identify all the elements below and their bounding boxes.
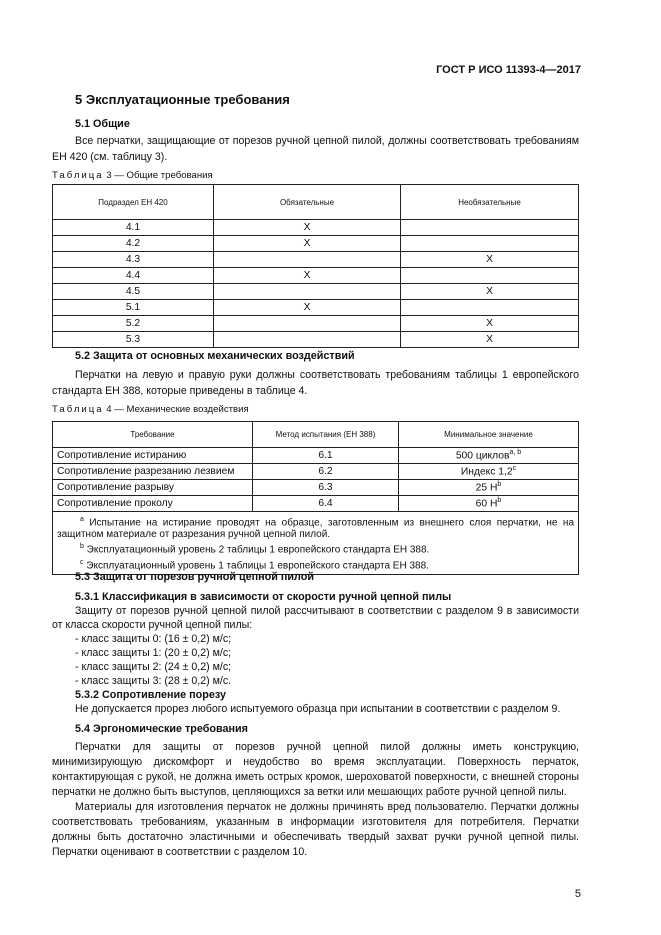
paragraph-5-3-1 <box>52 604 579 632</box>
footnote <box>57 514 574 541</box>
footnotes-row <box>53 512 579 575</box>
table-cell <box>214 284 401 300</box>
footnote <box>57 541 574 556</box>
value-cell <box>399 496 579 512</box>
table-cell: 4.4 <box>53 268 214 284</box>
value-cell <box>399 480 579 496</box>
table-cell: X <box>214 300 401 316</box>
footnote-mark: b <box>80 543 84 551</box>
table-cell: X <box>214 236 401 252</box>
value-cell <box>399 448 579 464</box>
footnote-ref: b <box>497 481 502 489</box>
text: Все перчатки, защищающие от порезов ручной цепной пилой, должны соответствовать требованиям ЕН 420 (см. таблицу 3). <box>52 135 579 163</box>
requirement-cell: Сопротивление разрезанию лезвием <box>53 464 253 480</box>
col-header: Обязательные <box>214 185 401 220</box>
caption-text: 4 — Механические воздействия <box>103 404 249 415</box>
table-row <box>53 268 579 284</box>
table4-caption <box>52 404 249 415</box>
text: Материалы для изготовления перчаток не должны причинять вред пользователю. Перчатки должны соответствовать требованиям, указанным в информации изготовителя для потребителя. Перчатки должны быть достаточно эластичными и обеспечивать твердый захват ручки ручной цепной пилы. Перчатки оценивают в соответствии с разделом 10. <box>52 801 579 858</box>
table-cell <box>214 252 401 268</box>
text: Перчатки на левую и правую руки должны соответствовать требованиям таблицы 1 европейского стандарта ЕН 388, которые приведены в таблице 4. <box>52 369 579 397</box>
footnotes <box>53 512 579 575</box>
table-row <box>53 496 579 512</box>
class-item: - класс защиты 3: (28 ± 0,2) м/с. <box>75 675 232 687</box>
table-cell: 5.2 <box>53 316 214 332</box>
value: 500 циклов <box>455 450 510 462</box>
value-cell <box>399 464 579 480</box>
method-cell: 6.3 <box>253 480 399 496</box>
class-item: - класс защиты 2: (24 ± 0,2) м/с; <box>75 661 232 673</box>
heading-5-2: 5.2 Защита от основных механических воздействий <box>75 350 355 362</box>
heading-5-3-2: 5.3.2 Сопротивление порезу <box>75 689 226 701</box>
text: Не допускается прорез любого испытуемого образца при испытании в соответствии с разделом 9. <box>75 703 561 715</box>
table-row <box>53 300 579 316</box>
table-cell: X <box>401 252 579 268</box>
caption-text: 3 — Общие требования <box>103 170 213 181</box>
table-row <box>53 220 579 236</box>
footnote-ref: a, b <box>509 449 522 457</box>
requirement-cell: Сопротивление истиранию <box>53 448 253 464</box>
col-header: Требование <box>53 422 253 448</box>
footnote-mark: c <box>80 558 84 566</box>
table3-caption <box>52 170 213 181</box>
section-title: 5 Эксплуатационные требования <box>75 92 290 107</box>
paragraph-5-4-1 <box>52 740 579 800</box>
table-cell: X <box>401 332 579 348</box>
value: 60 Н <box>475 498 498 510</box>
table-cell <box>401 220 579 236</box>
paragraph-5-2 <box>52 368 579 399</box>
method-cell: 6.2 <box>253 464 399 480</box>
requirement-cell: Сопротивление разрыву <box>53 480 253 496</box>
table-row <box>53 284 579 300</box>
footnote-mark: a <box>80 516 84 523</box>
table-row <box>53 464 579 480</box>
heading-5-4: 5.4 Эргономические требования <box>75 723 248 735</box>
heading-5-3: 5.3 Защита от порезов ручной цепной пилой <box>75 571 314 583</box>
table-cell: X <box>401 284 579 300</box>
table-cell: 4.3 <box>53 252 214 268</box>
footnote-ref: b <box>497 497 502 505</box>
table-cell: X <box>401 316 579 332</box>
class-item: - класс защиты 1: (20 ± 0,2) м/с; <box>75 647 232 659</box>
footnote-text: Испытание на истирание проводят на образце, заготовленным из внешнего слоя перчатки, не на защитном материале от разрезания ручной цепной пилой. <box>57 517 574 541</box>
caption-word: Таблица <box>52 404 104 415</box>
footnote-text: Эксплуатационный уровень 1 таблицы 1 европейского стандарта ЕН 388. <box>83 559 429 571</box>
table-row <box>53 448 579 464</box>
requirement-cell: Сопротивление проколу <box>53 496 253 512</box>
paragraph-5-1 <box>52 134 579 165</box>
table-cell <box>214 316 401 332</box>
value: Индекс 1,2 <box>460 466 513 478</box>
heading-5-3-1: 5.3.1 Классификация в зависимости от скорости ручной цепной пилы <box>75 591 452 603</box>
table-row <box>53 316 579 332</box>
paragraph-5-4-2 <box>52 800 579 860</box>
page-number: 5 <box>574 888 581 900</box>
footnote-ref: c <box>512 465 517 473</box>
col-header: Необязательные <box>401 185 579 220</box>
paragraph-5-3-2 <box>52 702 579 716</box>
class-item: - класс защиты 0: (16 ± 0,2) м/с; <box>75 633 232 645</box>
table-cell: 4.1 <box>53 220 214 236</box>
table-mechanical <box>52 421 579 575</box>
text: Перчатки для защиты от порезов ручной цепной пилой должны иметь конструкцию, минимизирующую дискомфорт и неудобство во время эксплуатации. Поверхность перчаток, контактирующая с рукой, не должна иметь острых кромок, шероховатой поверхности, с внешней стороны перчатки не должно быть выступов, цепляющихся за ветки или мешающих работе ручной цепной пилы. <box>52 741 579 798</box>
table-cell <box>401 236 579 252</box>
table-cell <box>214 332 401 348</box>
table-cell: 5.1 <box>53 300 214 316</box>
table-cell <box>401 300 579 316</box>
footnote-text: Эксплуатационный уровень 2 таблицы 1 европейского стандарта ЕН 388. <box>83 544 430 556</box>
table-cell: 5.3 <box>53 332 214 348</box>
table-cell: 4.5 <box>53 284 214 300</box>
class-list <box>75 632 579 688</box>
table-cell: X <box>214 220 401 236</box>
lower-sections <box>52 570 579 860</box>
col-header: Подраздел ЕН 420 <box>53 185 214 220</box>
table-general-requirements <box>52 184 579 348</box>
text: Защиту от порезов ручной цепной пилой рассчитывают в соответствии с разделом 9 в зависимости от класса скорости ручной цепной пилы: <box>52 605 579 631</box>
table-row <box>53 236 579 252</box>
heading-5-1: 5.1 Общие <box>75 118 130 130</box>
table-row <box>53 332 579 348</box>
method-cell: 6.4 <box>253 496 399 512</box>
caption-word: Таблица <box>52 170 104 181</box>
table-row <box>53 480 579 496</box>
method-cell: 6.1 <box>253 448 399 464</box>
value: 25 Н <box>475 482 498 494</box>
standard-header: ГОСТ Р ИСО 11393-4—2017 <box>436 64 581 76</box>
col-header: Метод испытания (ЕН 388) <box>253 422 399 448</box>
table-cell: 4.2 <box>53 236 214 252</box>
table-row <box>53 252 579 268</box>
col-header: Минимальное значение <box>399 422 579 448</box>
table-cell: X <box>214 268 401 284</box>
table-cell <box>401 268 579 284</box>
